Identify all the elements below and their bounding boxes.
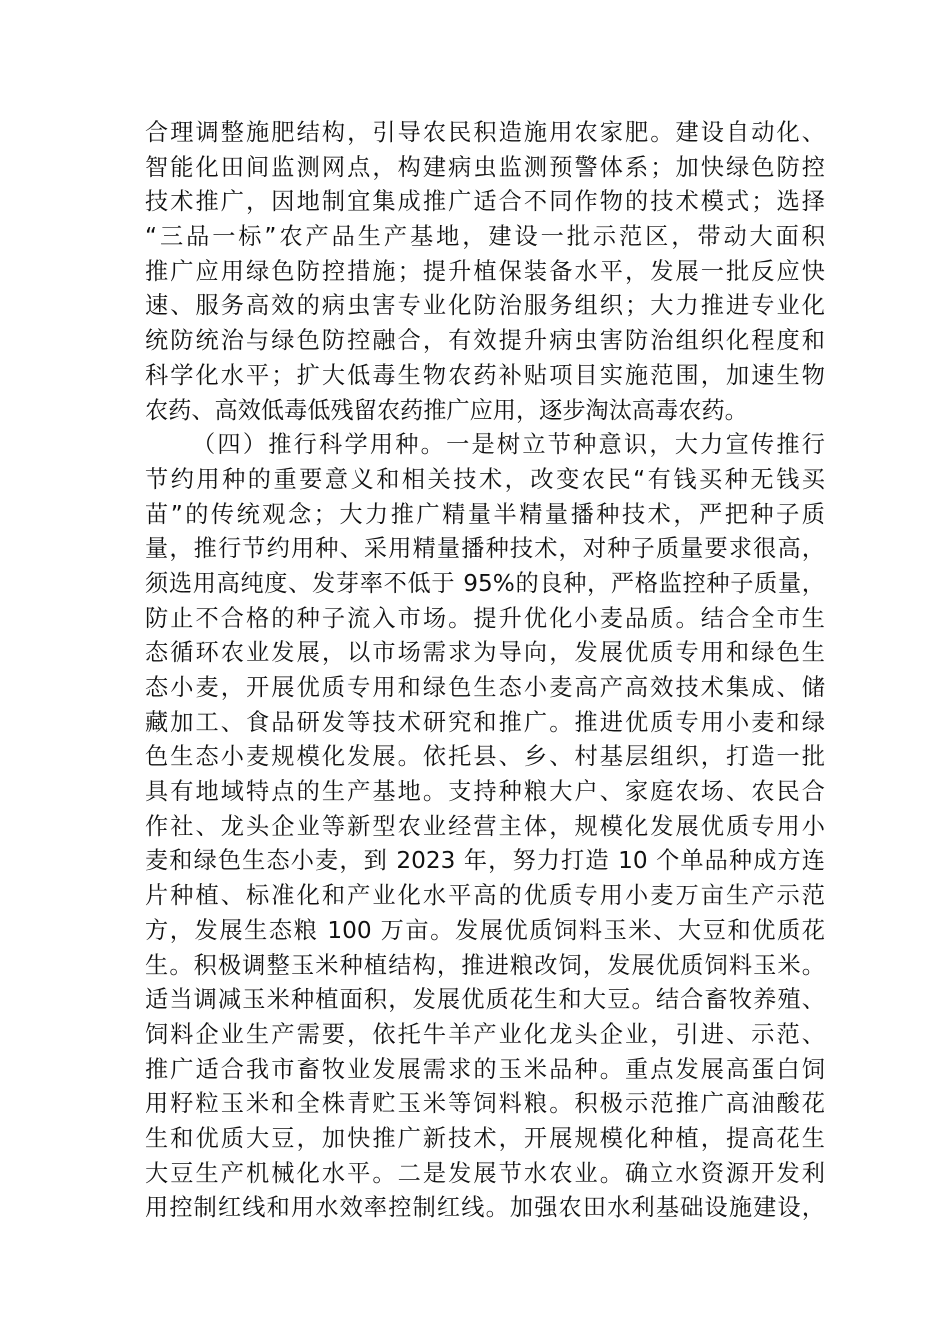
text-line: 方，发展生态粮 100 万亩。发展优质饲料玉米、大豆和优质花 — [145, 916, 825, 944]
text-line: 用控制红线和用水效率控制红线。加强农田水利基础设施建设， — [145, 1194, 825, 1222]
text-line: 具有地域特点的生产基地。支持种粮大户、家庭农场、农民合 — [145, 778, 825, 806]
text-line: 合理调整施肥结构，引导农民积造施用农家肥。建设自动化、 — [145, 119, 825, 146]
text-line: 技术推广，因地制宜集成推广适合不同作物的技术模式；选择 — [145, 188, 825, 216]
text-line: “三品一标”农产品生产基地，建设一批示范区，带动大面积 — [145, 223, 825, 251]
text-line: 适当调减玉米种植面积，发展优质花生和大豆。结合畜牧养殖、 — [145, 986, 825, 1014]
body-text — [145, 116, 825, 1226]
text-line: 生。积极调整玉米种植结构，推进粮改饲，发展优质饲料玉米。 — [145, 951, 825, 979]
text-line: 推广适合我市畜牧业发展需求的玉米品种。重点发展高蛋白饲 — [145, 1055, 825, 1083]
text-line: 统防统治与绿色防控融合，有效提升病虫害防治组织化程度和 — [145, 327, 825, 355]
text-line: 速、服务高效的病虫害专业化防治服务组织；大力推进专业化 — [145, 292, 825, 320]
text-line: 节约用种的重要意义和相关技术，改变农民“有钱买种无钱买 — [145, 465, 825, 493]
paragraph-start-line: （四）推行科学用种。一是树立节种意识，大力宣传推行 — [192, 431, 825, 459]
text-line: 推广应用绿色防控措施；提升植保装备水平，发展一批反应快 — [145, 257, 825, 285]
text-line: 用籽粒玉米和全株青贮玉米等饲料粮。积极示范推广高油酸花 — [145, 1090, 825, 1118]
text-line: 麦和绿色生态小麦，到 2023 年，努力打造 10 个单品种成方连 — [145, 847, 825, 875]
text-line: 量，推行节约用种、采用精量播种技术，对种子质量要求很高， — [145, 535, 825, 563]
text-line: 藏加工、食品研发等技术研究和推广。推进优质专用小麦和绿 — [145, 708, 825, 736]
text-line: 农药、高效低毒低残留农药推广应用，逐步淘汰高毒农药。 — [145, 396, 748, 424]
text-line: 色生态小麦规模化发展。依托县、乡、村基层组织，打造一批 — [145, 743, 825, 771]
text-line: 态小麦，开展优质专用和绿色生态小麦高产高效技术集成、储 — [145, 674, 825, 701]
text-line: 大豆生产机械化水平。二是发展节水农业。确立水资源开发利 — [145, 1159, 825, 1187]
text-line: 智能化田间监测网点，构建病虫监测预警体系；加快绿色防控 — [145, 153, 825, 181]
text-line: 生和优质大豆，加快推广新技术，开展规模化种植，提高花生 — [145, 1124, 825, 1152]
text-line: 饲料企业生产需要，依托牛羊产业化龙头企业，引进、示范、 — [145, 1020, 825, 1048]
text-line: 苗”的传统观念；大力推广精量半精量播种技术，严把种子质 — [145, 500, 825, 528]
text-line: 科学化水平；扩大低毒生物农药补贴项目实施范围，加速生物 — [145, 361, 825, 389]
text-line: 须选用高纯度、发芽率不低于 95%的良种，严格监控种子质量， — [145, 569, 825, 597]
text-line: 片种植、标准化和产业化水平高的优质专用小麦万亩生产示范 — [145, 882, 825, 910]
text-line: 作社、龙头企业等新型农业经营主体，规模化发展优质专用小 — [145, 812, 825, 840]
text-line: 态循环农业发展，以市场需求为导向，发展优质专用和绿色生 — [145, 639, 825, 667]
text-line: 防止不合格的种子流入市场。提升优化小麦品质。结合全市生 — [145, 604, 825, 632]
